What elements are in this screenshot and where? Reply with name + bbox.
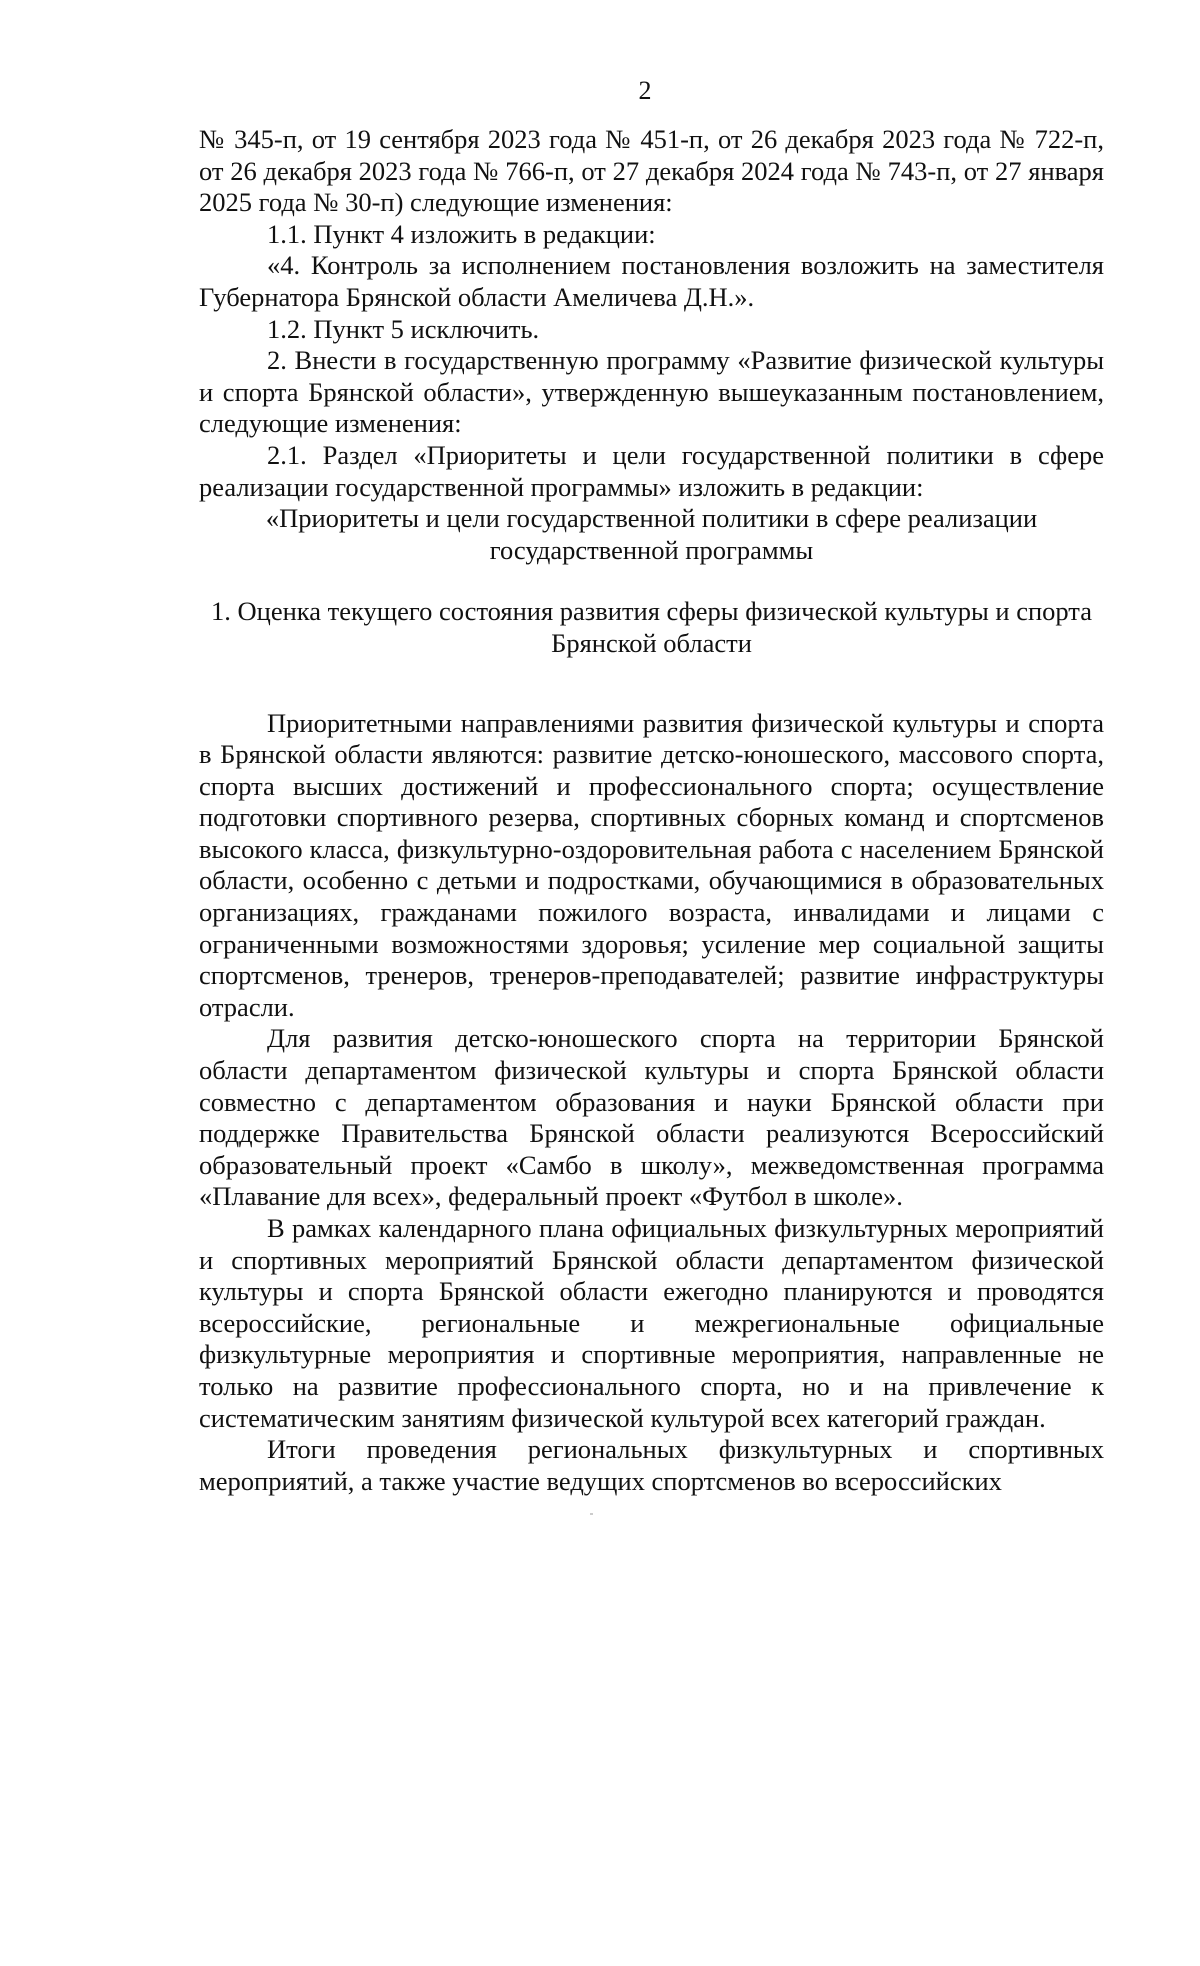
paragraph-priorities: Приоритетными направлениями развития физической культуры и спорта в Брянской области являются: развитие детско-юношеского, массового спорта, спорта высших достижений и профессионального спорта; осуществление подготовки спортивного резерва, спортивных сборных команд и спортсменов высокого класса, физкультурно-оздоровительная работа с населением Брянской области, особенно с детьми и подростками, обучающимися в образовательных организациях, гражданами пожилого возраста, инвалидами и лицами с ограниченными возможностями здоровья; усиление мер социальной защиты спортсменов, тренеров, тренеров-преподавателей; развитие инфраструктуры отрасли. (199, 707, 1104, 1022)
paragraph-youth-sport: Для развития детско-юношеского спорта на территории Брянской области департаментом физической культуры и спорта Брянской области совместно с департаментом образования и науки Брянской области при поддержке Правительства Брянской области реализуются Всероссийский образовательный проект «Самбо в школу», межведомственная программа «Плавание для всех», федеральный проект «Футбол в школе». (199, 1023, 1104, 1212)
paragraph-item-1-2: 1.2. Пункт 5 исключить. (267, 313, 540, 344)
paragraph-item-2: 2. Внести в государственную программу «Развитие физической культуры и спорта Брянской области», утвержденную вышеуказанным постановлением, следующие изменения: (199, 345, 1104, 439)
document-body (199, 124, 1104, 1497)
scan-speck (590, 1513, 593, 1515)
paragraph-results: Итоги проведения региональных физкультурных и спортивных мероприятий, а также участие ведущих спортсменов во всероссийских (199, 1434, 1104, 1496)
paragraph-quote-item-4: «4. Контроль за исполнением постановления возложить на заместителя Губернатора Брянской области Амеличева Д.Н.». (199, 250, 1104, 312)
paragraph-calendar-plan: В рамках календарного плана официальных физкультурных мероприятий и спортивных мероприятий Брянской области департаментом физической культуры и спорта Брянской области ежегодно планируются и проводятся всероссийские, региональные и межрегиональные официальные физкультурные мероприятия и спортивные мероприятия, направленные не только на развитие профессионального спорта, но и на привлечение к систематическим занятиям физической культурой всех категорий граждан. (199, 1213, 1104, 1433)
subsection-title: 1. Оценка текущего состояния развития сферы физической культуры и спорта Брянской области (211, 596, 1092, 658)
paragraph-item-1-1: 1.1. Пункт 4 изложить в редакции: (267, 218, 656, 249)
section-title: «Приоритеты и цели государственной политики в сфере реализации государственной программы (265, 503, 1038, 565)
page-number: 2 (638, 76, 652, 105)
paragraph-item-2-1: 2.1. Раздел «Приоритеты и цели государственной политики в сфере реализации государственной программы» изложить в редакции: (199, 439, 1104, 502)
paragraph-continuation: № 345-п, от 19 сентября 2023 года № 451-п, от 26 декабря 2023 года № 722-п, от 26 декабря 2023 года № 766-п, от 27 декабря 2024 года № 743-п, от 27 января 2025 года № 30-п) следующие изменения: (199, 124, 1104, 218)
